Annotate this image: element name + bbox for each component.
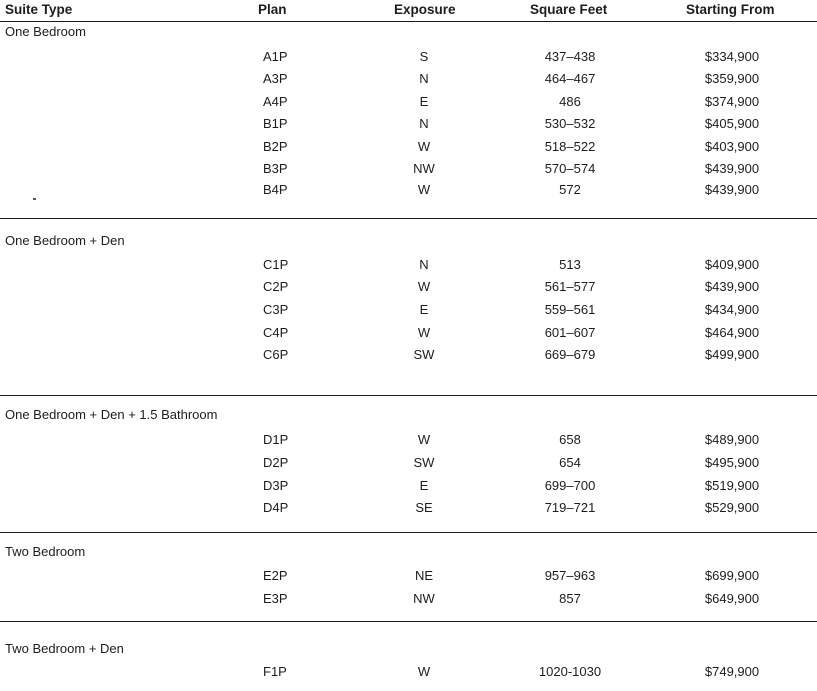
price-cell: $409,900 — [704, 257, 760, 272]
price-cell: $439,900 — [704, 161, 760, 176]
header-plan: Plan — [258, 2, 287, 17]
table-row — [0, 116, 817, 138]
square-feet-cell: 513 — [559, 257, 581, 272]
square-feet-cell: 559–561 — [544, 302, 596, 317]
group-title-one-bedroom: One Bedroom — [5, 24, 86, 39]
exposure-cell: N — [419, 116, 429, 131]
plan-cell: D2P — [263, 455, 289, 470]
price-cell: $489,900 — [704, 432, 760, 447]
table-row — [0, 591, 817, 613]
table-row — [0, 94, 817, 116]
price-cell: $499,900 — [704, 347, 760, 362]
price-cell: $495,900 — [704, 455, 760, 470]
exposure-cell: N — [419, 257, 429, 272]
price-cell: $359,900 — [704, 71, 760, 86]
price-cell: $529,900 — [704, 500, 760, 515]
plan-cell: B1P — [263, 116, 288, 131]
plan-cell: A4P — [263, 94, 288, 109]
table-row — [0, 161, 817, 183]
exposure-cell: W — [417, 182, 431, 197]
table-row — [0, 455, 817, 477]
plan-cell: C2P — [263, 279, 289, 294]
plan-cell: B4P — [263, 182, 288, 197]
price-cell: $699,900 — [704, 568, 760, 583]
square-feet-cell: 658 — [559, 432, 581, 447]
price-cell: $749,900 — [704, 664, 760, 679]
table-row — [0, 257, 817, 279]
table-row — [0, 71, 817, 93]
square-feet-cell: 572 — [559, 182, 581, 197]
table-row — [0, 49, 817, 71]
group-divider — [0, 532, 817, 533]
plan-cell: C4P — [263, 325, 289, 340]
square-feet-cell: 570–574 — [544, 161, 596, 176]
price-cell: $439,900 — [704, 182, 760, 197]
square-feet-cell: 719–721 — [544, 500, 596, 515]
header-suite-type: Suite Type — [5, 2, 73, 17]
group-title-one-bedroom-den-bath: One Bedroom + Den + 1.5 Bathroom — [5, 407, 218, 422]
square-feet-cell: 957–963 — [544, 568, 596, 583]
exposure-cell: W — [417, 664, 431, 679]
header-rule — [0, 21, 817, 22]
exposure-cell: SW — [413, 347, 435, 362]
plan-cell: B2P — [263, 139, 288, 154]
plan-cell: B3P — [263, 161, 288, 176]
square-feet-cell: 530–532 — [544, 116, 596, 131]
plan-cell: D3P — [263, 478, 289, 493]
table-row — [0, 302, 817, 324]
square-feet-cell: 601–607 — [544, 325, 596, 340]
plan-cell: A1P — [263, 49, 288, 64]
table-row — [0, 279, 817, 301]
table-row — [0, 325, 817, 347]
exposure-cell: NW — [413, 161, 435, 176]
exposure-cell: SW — [413, 455, 435, 470]
plan-cell: D1P — [263, 432, 289, 447]
group-divider — [0, 218, 817, 219]
header-square-feet: Square Feet — [530, 2, 608, 17]
group-divider — [0, 395, 817, 396]
exposure-cell: NW — [413, 591, 435, 606]
plan-cell: D4P — [263, 500, 289, 515]
square-feet-cell: 561–577 — [544, 279, 596, 294]
table-row — [0, 182, 817, 204]
square-feet-cell: 464–467 — [544, 71, 596, 86]
price-cell: $439,900 — [704, 279, 760, 294]
price-cell: $405,900 — [704, 116, 760, 131]
square-feet-cell: 699–700 — [544, 478, 596, 493]
plan-cell: C1P — [263, 257, 289, 272]
square-feet-cell: 1020-1030 — [538, 664, 602, 679]
price-cell: $519,900 — [704, 478, 760, 493]
exposure-cell: E — [419, 478, 429, 493]
header-exposure: Exposure — [394, 2, 456, 17]
plan-cell: E2P — [263, 568, 288, 583]
table-row — [0, 664, 817, 686]
table-row — [0, 500, 817, 522]
square-feet-cell: 437–438 — [544, 49, 596, 64]
price-cell: $464,900 — [704, 325, 760, 340]
table-row — [0, 432, 817, 454]
square-feet-cell: 518–522 — [544, 139, 596, 154]
price-cell: $374,900 — [704, 94, 760, 109]
group-title-two-bedroom: Two Bedroom — [5, 544, 86, 559]
exposure-cell: W — [417, 432, 431, 447]
square-feet-cell: 654 — [559, 455, 581, 470]
plan-cell: C6P — [263, 347, 289, 362]
group-divider — [0, 621, 817, 622]
exposure-cell: W — [417, 279, 431, 294]
table-row — [0, 139, 817, 161]
plan-cell: E3P — [263, 591, 288, 606]
exposure-cell: W — [417, 325, 431, 340]
scan-speck — [33, 198, 36, 200]
price-cell: $649,900 — [704, 591, 760, 606]
exposure-cell: W — [417, 139, 431, 154]
group-title-two-bedroom-den: Two Bedroom + Den — [5, 641, 124, 656]
price-cell: $434,900 — [704, 302, 760, 317]
group-title-one-bedroom-den: One Bedroom + Den — [5, 233, 125, 248]
square-feet-cell: 669–679 — [544, 347, 596, 362]
table-row — [0, 347, 817, 369]
exposure-cell: E — [419, 94, 429, 109]
plan-cell: F1P — [263, 664, 287, 679]
price-cell: $403,900 — [704, 139, 760, 154]
exposure-cell: SE — [415, 500, 433, 515]
plan-cell: A3P — [263, 71, 288, 86]
exposure-cell: N — [419, 71, 429, 86]
exposure-cell: S — [419, 49, 429, 64]
table-row — [0, 478, 817, 500]
square-feet-cell: 857 — [559, 591, 581, 606]
price-cell: $334,900 — [704, 49, 760, 64]
plan-cell: C3P — [263, 302, 289, 317]
exposure-cell: E — [419, 302, 429, 317]
table-row — [0, 568, 817, 590]
header-starting-from: Starting From — [686, 2, 775, 17]
square-feet-cell: 486 — [559, 94, 581, 109]
exposure-cell: NE — [414, 568, 434, 583]
